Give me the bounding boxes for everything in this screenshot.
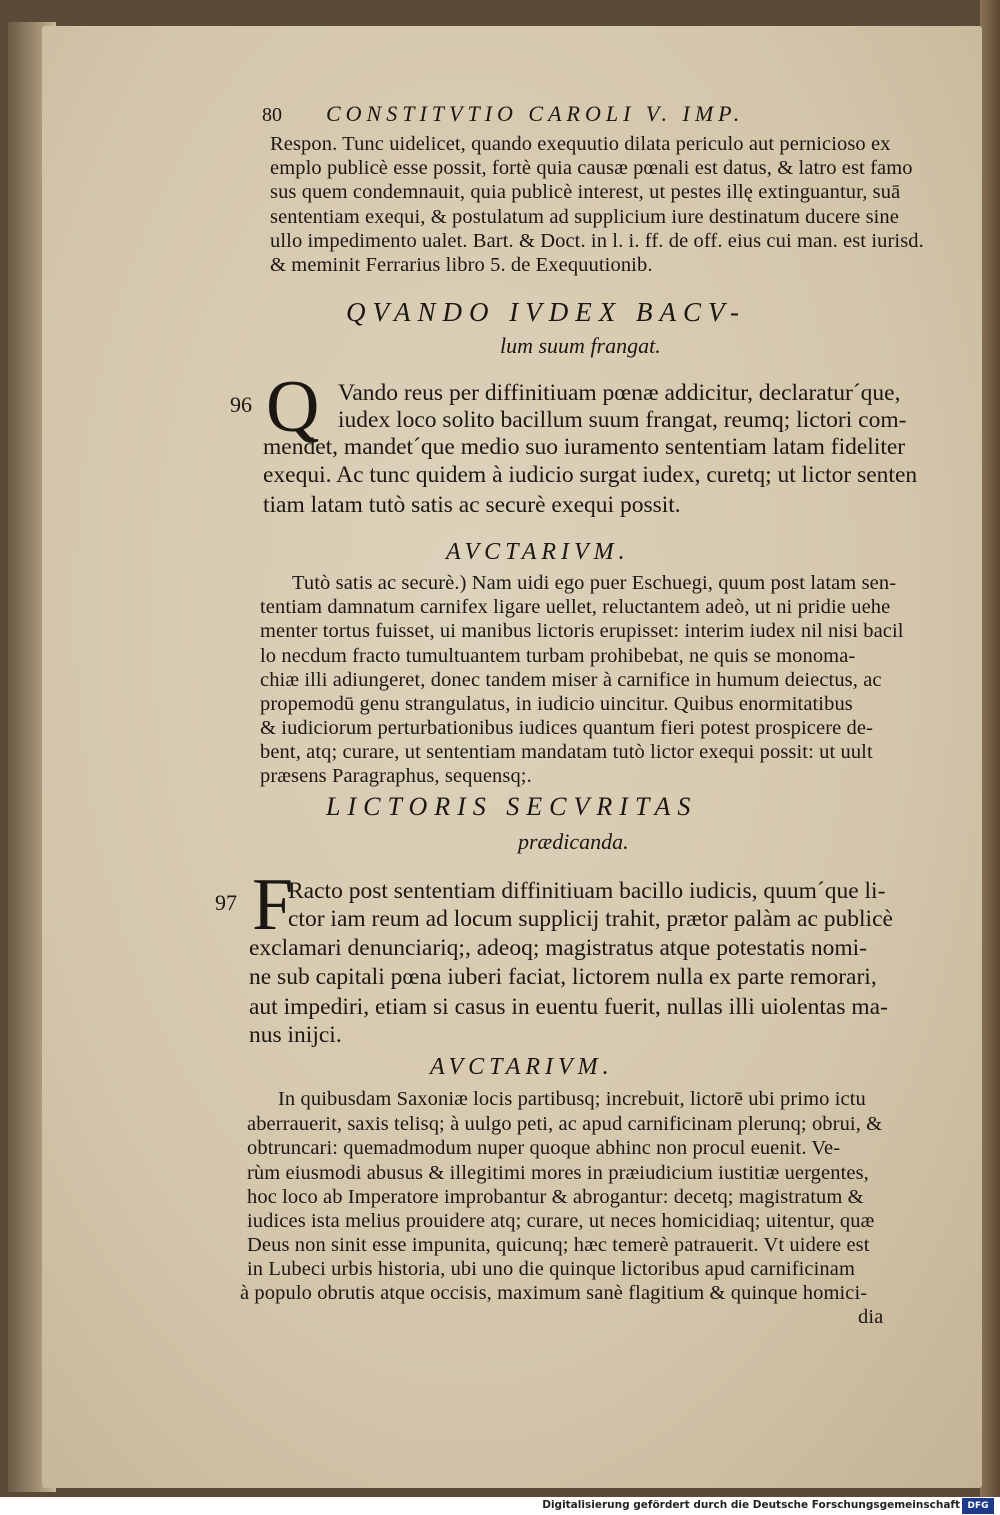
- catchword: dia: [858, 1306, 884, 1328]
- section-heading: QVANDO IVDEX BACV-: [346, 297, 746, 327]
- text-line: sententiam exequi, & postulatum ad supplicium iure destinatum ducere sine: [270, 206, 899, 228]
- section-heading: LICTORIS SECVRITAS: [326, 792, 698, 821]
- text-line: aberrauerit, saxis telisq; à uulgo peti, ac apud carnificinam plerunq; obrui, &: [247, 1113, 883, 1135]
- text-line: à populo obrutis atque occisis, maximum sanè flagitium & quinque homici-: [240, 1282, 868, 1304]
- section-heading-sub: prædicanda.: [518, 829, 629, 854]
- book-right-edge: [980, 0, 1000, 1497]
- running-head-title: CONSTITVTIO CAROLI V. IMP.: [326, 101, 745, 126]
- text-line: bent, atq; curare, ut sententiam mandatam tutò lictor exequi possit: ut uult: [260, 741, 873, 763]
- text-line: propemodū genu strangulatus, in iudicio uincitur. Quibus enormitatibus: [260, 693, 853, 715]
- drop-cap: F: [252, 864, 294, 946]
- text-line: exequi. Ac tunc quidem à iudicio surgat iudex, curetq; ut lictor senten: [263, 462, 918, 488]
- section-heading-sub: lum suum frangat.: [500, 333, 661, 358]
- text-line: obtruncari: quemadmodum nuper quoque abhinc non procul euenit. Ve-: [247, 1137, 841, 1159]
- auctarium-heading: AVCTARIVM.: [446, 539, 630, 565]
- text-line: hoc loco ab Imperatore improbantur & abrogantur: decetq; magistratum &: [247, 1186, 864, 1208]
- text-line: tentiam damnatum carnifex ligare uellet, reluctantem adeò, ut ni pridie uehe: [260, 596, 891, 618]
- text-line: exclamari denunciariq;, adeoq; magistratus atque potestatis nomi-: [249, 935, 867, 961]
- drop-cap: Q: [266, 366, 320, 448]
- footer-credit: Digitalisierung gefördert durch die Deutsche Forschungsgemeinschaft: [542, 1499, 960, 1511]
- text-line: nus inijci.: [249, 1022, 342, 1048]
- auctarium-heading: AVCTARIVM.: [430, 1054, 614, 1080]
- text-line: & iudiciorum perturbationibus iudices quantum fieri potest prospicere de-: [260, 717, 874, 739]
- text-line: ullo impedimento ualet. Bart. & Doct. in l. i. ff. de off. eius cui man. est iurisd.: [270, 230, 924, 252]
- page-number: 80: [262, 104, 282, 126]
- text-line: Vando reus per diffinitiuam pœnæ addicitur, declaratur´que,: [338, 380, 901, 406]
- text-line: In quibusdam Saxoniæ locis partibusq; increbuit, lictorē ubi primo ictu: [278, 1088, 866, 1110]
- text-line: aut impediri, etiam si casus in euentu fuerit, nullas illi uiolentas ma-: [249, 994, 888, 1020]
- text-line: iudices ista melius prouidere atq; curare, ut neces homicidiaq; uitentur, quæ: [247, 1210, 875, 1232]
- text-line: emplo publicè esse possit, fortè quia causæ pœnali est datus, & latro est famo: [270, 157, 913, 179]
- footer-bar: [0, 1497, 1000, 1515]
- paragraph-number: 96: [230, 392, 252, 417]
- text-line: iudex loco solito bacillum suum frangat, reumq; lictori com-: [338, 407, 907, 433]
- text-line: Racto post sententiam diffinitiuam bacillo iudicis, quum´que li-: [288, 878, 886, 904]
- text-line: Respon. Tunc uidelicet, quando exequutio dilata periculo aut pernicioso ex: [270, 133, 891, 155]
- text-line: Tutò satis ac securè.) Nam uidi ego puer Eschuegi, quum post latam sen-: [292, 572, 897, 594]
- text-line: menter tortus fuisset, ui manibus lictoris erupisset: interim iudex nil nisi bacil: [260, 620, 904, 642]
- text-line: Deus non sinit esse impunita, quicunq; hæc temerè patrauerit. Vt uidere est: [247, 1234, 870, 1256]
- text-line: sus quem condemnauit, quia publicè interest, ut pestes illę extinguantur, suā: [270, 181, 901, 203]
- text-line: mendet, mandet´que medio suo iuramento sententiam latam fideliter: [263, 434, 906, 460]
- text-line: chiæ illi adiungeret, donec tandem miser à carnifice in humum deiectus, ac: [260, 669, 882, 691]
- text-line: in Lubeci urbis historia, ubi uno die quinque lictoribus apud carnificinam: [247, 1258, 856, 1280]
- text-line: lo necdum fracto tumultuantem turbam prohibebat, ne quis se monoma-: [260, 645, 856, 667]
- text-line: tiam latam tutò satis ac securè exequi possit.: [263, 492, 681, 518]
- text-line: præsens Paragraphus, sequensq;.: [260, 765, 532, 787]
- paragraph-number: 97: [215, 890, 237, 915]
- text-line: ne sub capitali pœna iuberi faciat, lictorem nulla ex parte remorari,: [249, 964, 877, 990]
- dfg-logo: DFG: [962, 1498, 994, 1514]
- text-line: rùm eiusmodi abusus & illegitimi mores in præiudicium iustitiæ uergentes,: [247, 1162, 869, 1184]
- text-line: ctor iam reum ad locum supplicij trahit, prætor palàm ac publicè: [288, 906, 893, 932]
- text-line: & meminit Ferrarius libro 5. de Exequutionib.: [270, 254, 653, 276]
